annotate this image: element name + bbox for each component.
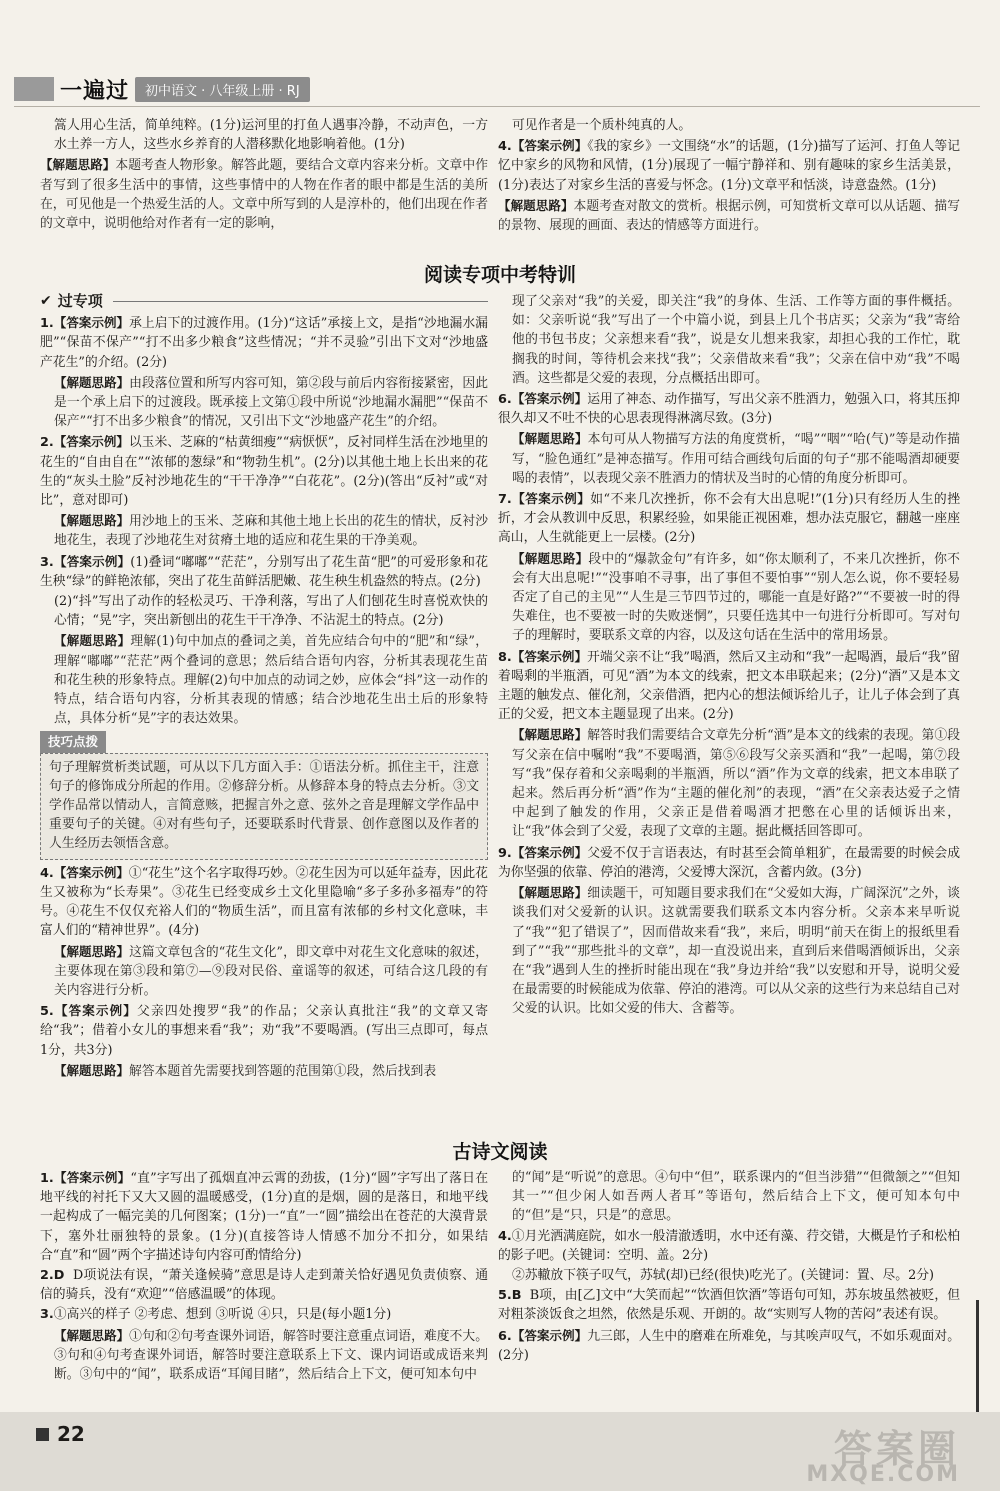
gushi-item-5: 5.B B项，由[乙]文中“大笑而起”“饮酒但饮酒”等语句可知，苏东坡虽然被贬，但对粗茶淡饭食之坦然，依然是乐观、开朗的。故“实则写人物的苦闷”表述有误。 [498, 1288, 960, 1323]
watermark-url: MXQE.COM [806, 1462, 960, 1487]
gushi-item-3: 3.①高兴的样子 ②考虑、想到 ③听说 ④只，只是(每小题1分) [40, 1307, 392, 1323]
answer-continued: 篙人用心生活，简单纯粹。(1分)运河里的打鱼人遇事冷静，不动声色，一方水土养一方人，这些水乡养育的人潜移默化地影响着他。(1分) [54, 118, 488, 153]
gushi-item-4: 4.①月光洒满庭院，如水一般清澈透明，水中还有藻、荇交错，大概是竹子和松柏的影子吧。(关键词：空明、盖。2分) [498, 1228, 960, 1263]
left-column [40, 292, 488, 1082]
gushi-item-6: 6.【答案示例】九三郎，人生中的磨难在所难免，与其唉声叹气，不如乐观面对。(2分) [498, 1327, 961, 1363]
book-tag: 初中语文 · 八年级上册 · RJ [135, 77, 310, 102]
item-8-answer: 8.【答案示例】开端父亲不让“我”喝酒，然后又主动和“我”一起喝酒，最后“我”留着喝剩的半瓶酒，可见“酒”为本文的线索，把文本串联起来；(2分)“酒”又是本文主题的触发点、催化剂，父亲借酒，把内心的想法倾诉给儿子，让儿子体会到了真正的父爱，把文本主题显现了出来。(2分) [498, 648, 960, 723]
gushi-item-2: 2.D D项说法有误，“萧关逢候骑”意思是诗人走到萧关恰好遇见负责侦察、通信的骑兵，没有“欢迎”“倍感温暖”的体现。 [40, 1268, 488, 1303]
watermark-logo: 答案圈 [833, 1427, 960, 1471]
header-bar [14, 77, 54, 101]
gushi-item-3-continued: 的“闻”是“听说”的意思。④句中“但”，联系课内的“但当涉猎”“但微颔之”“但知其一”“但少闲人如吾两人者耳”等语句，然后结合上下文，便可知本句中的“但”是“只，只是”的意思。 [512, 1170, 960, 1224]
practice-heading: ✔ 过专项 [40, 292, 488, 311]
item-9-answer: 9.【答案示例】父爱不仅于言语表达，有时甚至会简单粗犷，在最需要的时候会成为你坚强的依靠、停泊的港湾，父爱博大深沉，含蓄内敛。(3分) [498, 844, 961, 880]
section-title-classical: 古诗文阅读 [452, 1141, 548, 1163]
item-1-answer: 1.【答案示例】承上启下的过渡作用。(1分)“这话”承接上文，是指“沙地漏水漏肥”“保苗不保产”“打不出多少粮食”这些情况；“并不灵验”引出下文对“沙地盛产花生”的介绍。(2分) [40, 315, 488, 370]
item-3-answer-extra: (2)“抖”写出了动作的轻松灵巧、干净利落，写出了人们刨花生时喜悦欢快的心情；“晃”字，突出新刨出的花生干干净净、不沾泥土的特点。(2分) [54, 594, 488, 629]
tips-label: 技巧点拨 [40, 731, 106, 752]
right-column [498, 292, 960, 1020]
classical-right-column [498, 1168, 960, 1366]
item-7-answer: 7.【答案示例】如“不来几次挫折，你不会有大出息呢!”(1分)只有经历人生的挫折，才会从教训中反思，积累经验，如果能正视困难，想办法克服它，翻越一座座高山，人生就能更上一层楼。(2分) [498, 491, 960, 546]
gushi-item-4-extra: ②苏轍放下筷子叹气，苏轼(却)已经(很快)吃光了。(关键词：置、尽。2分) [512, 1268, 935, 1284]
gushi-item-1: 1.【答案示例】“直”字写出了孤烟直冲云霄的劲拔，(1分)“圆”字写出了落日在地平线的衬托下又大又圆的温暖感受，(1分)直的是烟，圆的是落日，和地平线一起构成了一幅完美的几何图案；(1分)一“直”一“圆”描绘出在苍茫的大漠背景下，塞外壮丽独特的景象。(1分)(直接答诗人情感不加分不扣分，如果结合“直”和“圆”两个字描述诗句内容可酌情给分) [40, 1170, 488, 1263]
item-5-analysis: 【解题思路】解答本题首先需要找到答题的范围第①段，然后找到表 [54, 1062, 437, 1079]
item-4-answer: 4.【答案示例】①“花生”这个名字取得巧妙。②花生因为可以延年益寿，因此花生又被称为“长寿果”。③花生已经变成乡土文化里隐喻“多子多孙多福寿”的符号。④花生不仅仅充裕人们的“物质生活”，而且富有浓郁的乡村文化意味，丰富人们的“精神世界”。(4分) [40, 864, 488, 939]
item-5-answer: 5.【答案示例】父亲四处搜罗“我”的作品；父亲认真批注“我”的文章又寄给“我”；借着小女儿的事想来看“我”；劝“我”不要喝酒。(写出三点即可，每点1分，共3分) [40, 1003, 488, 1058]
top-right-block [498, 116, 960, 236]
answer-para: 4.【答案示例】《我的家乡》一文围绕“水”的话题，(1分)描写了运河、打鱼人等记忆中家乡的风物和风情，(1分)展现了一幅宁静祥和、别有趣味的家乡生活美景，(1分)表达了对家乡生活的喜爱与怀念。(1分)文章平和恬淡，诗意盎然。(1分) [498, 138, 960, 193]
gushi-item-3-analysis: 【解题思路】①句和②句考查课外词语，解答时要注意重点词语，难度不大。③句和④句考查课外词语，解答时要注意联系上下文、课内词语或成语来判断。③句中的“闻”，联系成语“耳闻目睹”，然后结合上下文，便可知本句中 [54, 1327, 488, 1383]
page-header [14, 76, 310, 102]
classical-left-column [40, 1168, 488, 1385]
item-6-analysis: 【解题思路】本句可从人物描写方法的角度赏析，“喝”“咽”“哈(气)”等是动作描写，“脸色通红”是神态描写。作用可结合画线句后面的句子“那不能喝酒却硬要喝的表情”，以表现父亲不胜酒力的情状及当时的心情的角度分析即可。 [512, 431, 960, 486]
item-8-analysis: 【解题思路】解答时我们需要结合文章先分析“酒”是本文的线索的表现。第①段写父亲在信中嘱咐“我”不要喝酒，第⑤⑥段写父亲买酒和“我”一起喝，第⑦段写“我”保存着和父亲喝剩的半瓶酒，所以“酒”作为文章的线索，把文本串联了起来。然后再分析“酒”作为“主题的催化剂”的表现，“酒”在父亲表达爱子之情中起到了触发的作用，父亲正是借着喝酒才把憋在心里的话倾诉出来，让“我”体会到了父爱，表现了文章的主题。据此概括回答即可。 [512, 727, 960, 840]
item-2-analysis: 【解题思路】用沙地上的玉米、芝麻和其他土地上长出的花生的情状，反衬沙地花生，表现了沙地花生对贫瘠土地的适应和花生果的干净美观。 [54, 513, 488, 549]
heading-rule [113, 301, 488, 302]
tips-box [40, 753, 488, 860]
page-number: 22 [36, 1422, 85, 1446]
analysis-continued: 可见作者是一个质朴纯真的人。 [512, 118, 692, 133]
square-icon [36, 1428, 49, 1441]
item-9-analysis: 【解题思路】细读题干，可知题目要求我们在“父爱如大海，广阔深沉”之外，谈谈我们对父爱新的认识。这就需要我们联系文本内容分析。父亲本来早听说了“我”“犯了错误了”，因而借故来看“我”，来后，明明“前天在街上的报纸里看到了”“我”“那些批斗的文章”，却一直没说出来，直到后来借喝酒倾诉出，父亲在“我”遇到人生的挫折时能出现在“我”身边并给“我”以安慰和开导，说明父爱在最需要的时候能成为依靠、停泊的港湾。可以从父亲的这些行为来总结自己对父爱的认识。比如父爱的伟大、含蓄等。 [512, 885, 960, 1017]
item-3-analysis: 【解题思路】理解(1)句中加点的叠词之美，首先应结合句中的“肥”和“绿”，理解“嘟嘟”“茫茫”两个叠词的意思；然后结合语句内容，分析其表现花生苗和花生秧的形象特点。理解(2)句中加点的动词之妙，应体会“抖”这一动作的特点，结合语句内容，分析其表现的情感；结合沙地花生出土后的形象特点，具体分析“晃”字的表达效果。 [54, 633, 488, 727]
item-4-analysis: 【解题思路】这篇文章包含的“花生文化”，即文章中对花生文化意味的叙述，主要体现在第③段和第⑦—⑨段对民俗、童谣等的叙述，可结合这几段的有关内容进行分析。 [54, 943, 488, 998]
item-5-analysis-continued: 现了父亲对“我”的关爱，即关注“我”的身体、生活、工作等方面的事件概括。如：父亲听说“我”写出了一个中篇小说，到县上几个书店买；父亲为“我”寄给他的书包书皮；父亲想来看“我”，说是女儿想来我家，却担心我的工作忙，耽搁我的时间，等待机会来找“我”；父亲借故来看“我”；父亲在信中劝“我”不喝酒。这些都是父爱的表现，分点概括出即可。 [512, 294, 960, 386]
item-6-answer: 6.【答案示例】运用了神态、动作描写，写出父亲不胜酒力，勉强入口，将其压抑很久却又不吐不快的心思表现得淋漓尽致。(3分) [498, 391, 961, 427]
item-2-answer: 2.【答案示例】以玉米、芝麻的“枯黄细瘦”“病恹恹”，反衬同样生活在沙地里的花生的“自由自在”“浓郁的葱绿”和“物勃生机”。(2分)以其他土地上长出来的花生的“灰头土脸”反衬沙地花生的“干干净净”“白花花”。(2分)(答出“反衬”或“对比”，意对即可) [40, 434, 488, 509]
edge-line [976, 1300, 979, 1412]
brand-logo: 一遍过 [60, 78, 130, 104]
tips-text: 句子理解赏析类试题，可从以下几方面入手：①语法分析。抓住主干，注意句子的修饰成分所起的作用。②修辞分析。从修辞本身的特点去分析。③文学作品常以情动人，言简意赅，把握言外之意、弦外之音是理解文学作品中重要句子的关键。④对有些句子，还要联系时代背景、创作意图以及作者的人生经历去领悟含意。 [49, 759, 479, 852]
section-title-reading: 阅读专项中考特训 [423, 264, 576, 286]
analysis-para: 【解题思路】本题考查对散文的赏析。根据示例，可知赏析文章可以从话题、描写的景物、展现的画面、表达的情感等方面进行。 [498, 197, 960, 234]
item-7-analysis: 【解题思路】段中的“爆款金句”有许多，如“你太顺利了，不来几次挫折，你不会有大出息呢!”“没事咱不寻事，出了事但不要怕事”“别人怎么说，你不要轻易否定了自己的主见”“人生是三节四节过的，哪能一直是好路?”“不要被一时的得失难住，也不要被一时的失败迷惘”，只要任选其中一句进行分析即可。写对句子的理解时，要联系文章的内容，以及这句话在生活中的常用场景。 [512, 550, 960, 644]
item-1-analysis: 【解题思路】由段落位置和所写内容可知，第②段与前后内容衔接紧密，因此是一个承上启下的过渡段。既承接上文第①段中所说“沙地漏水漏肥”“保苗不保产”“打不出多少粮食”的情况，又引出下文“沙地盛产花生”的介绍。 [54, 374, 488, 430]
check-icon: ✔ [40, 293, 52, 309]
header-divider [14, 106, 980, 107]
analysis-para: 【解题思路】本题考查人物形象。解答此题，要结合文章内容来分析。文章中作者写到了很多生活中的事情，这些事情中的人物在作者的眼中都是生活的美所在，可见他是一个热爱生活的人。文章中所写到的人是淳朴的，他们出现在作者的文章中，说明他给对作者有一定的影响， [40, 157, 488, 232]
top-left-block [40, 116, 488, 234]
item-3-answer: 3.【答案示例】(1)叠词“嘟嘟”“茫茫”，分别写出了花生苗“肥”的可爱形象和花生秧“绿”的鲜艳浓郁，突出了花生苗鲜活肥嫩、花生秧生机盎然的特点。(2分) [40, 553, 488, 589]
